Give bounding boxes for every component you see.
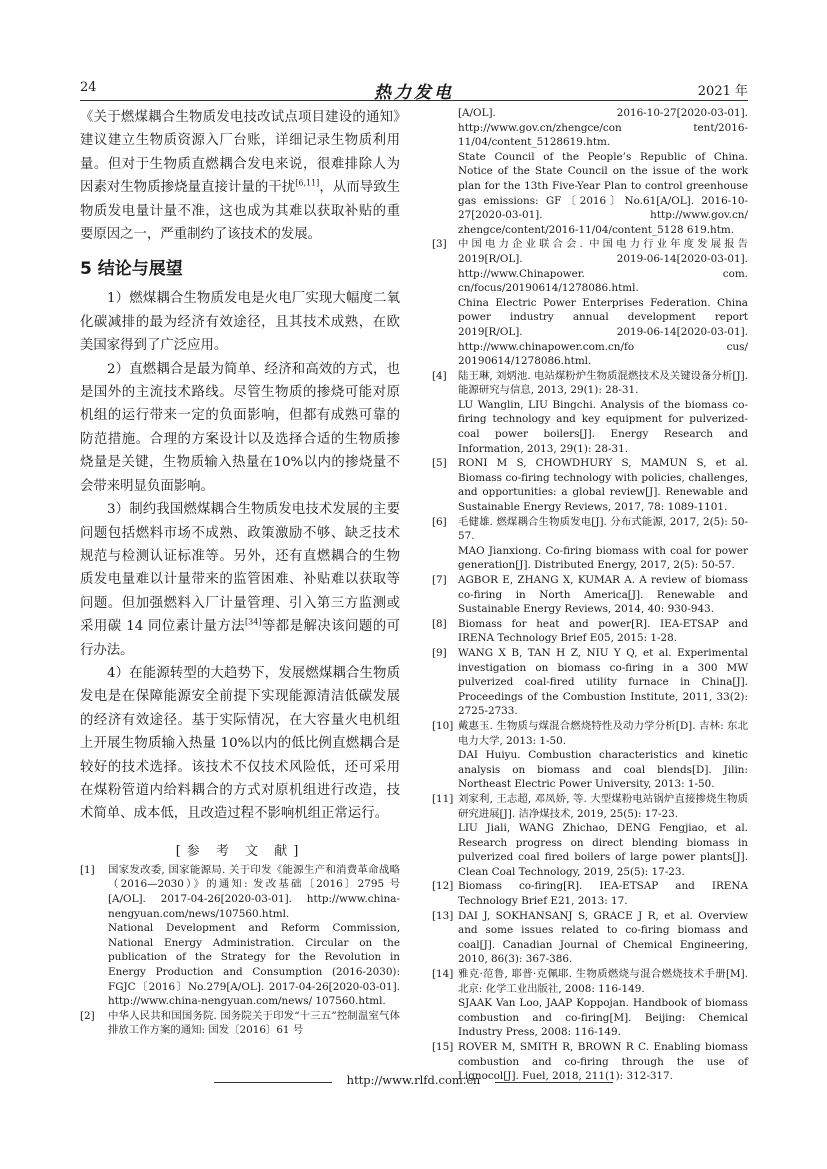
reference-entry <box>432 792 748 880</box>
reference-text: DAI J, SOKHANSANJ S, GRACE J R, et al. Overview and some issues related to co-firing biomass and coal[J]. Canadian Journal of Chemical Engineering, 2010, 86(3): 367-386. <box>458 909 748 966</box>
header-rule <box>80 100 748 101</box>
reference-entry <box>432 237 748 368</box>
reference-number: [4] <box>432 369 447 382</box>
reference-text: AGBOR E, ZHANG X, KUMAR A. A review of biomass co-firing in North America[J]. Renewable and Sustainable Energy Reviews, 2014, 40: 930-943. <box>458 574 748 616</box>
reference-number: [6] <box>432 515 447 528</box>
reference-text: 刘家利, 王志超, 邓凤娇, 等. 大型煤粉电站锅炉直接掺烧生物质研究进展[J]. 洁净煤技术, 2019, 25(5): 17-23. <box>458 792 748 820</box>
section-title: 5 结论与展望 <box>80 259 183 280</box>
reference-number: [5] <box>432 457 447 470</box>
paragraph: 1）燃煤耦合生物质发电是火电厂实现大幅度二氧化碳减排的最为经济有效途径，且其技术成熟，在欧美国家得到了广泛应用。 <box>80 291 400 354</box>
reference-text: 雅克·范鲁, 耶普·克佩耶. 生物质燃烧与混合燃烧技术手册[M]. 北京: 化学工业出版社, 2008: 116-149. <box>458 968 748 995</box>
reference-entry <box>432 369 748 457</box>
reference-text: National Development and Reform Commission, National Energy Administration. Circular on the publication of the Strategy for the Revolution in Energy Production and Consumption (2016-2030): FGJC〔2016〕No.279[A/OL]. 2017-04-26[2020-03-01]. http://www.china-nengyuan.com/news/ 107560.html. <box>108 922 400 1008</box>
journal-title: 热力发电 <box>374 83 454 103</box>
reference-text: [A/OL]. 2016-10-27[2020-03-01]. http://www.gov.cn/zhengce/con tent/2016-11/04/content_5128619.htm. <box>458 107 748 149</box>
reference-entry <box>432 573 748 617</box>
reference-number: [7] <box>432 574 447 586</box>
footer-rule <box>495 1082 613 1083</box>
paragraph: 3）制约我国燃煤耦合生物质发电技术发展的主要问题包括燃料市场不成熟、政策激励不够、缺乏技术规范与检测认证标准等。另外，还有直燃耦合的生物质发电量难以计量带来的监管困难、补贴难以获取等问题。但加强燃料入厂计量管理、引入第三方监测或采用碳 14 同位素计量方法[34]等都是解决该问题的可行办法。 <box>80 502 400 658</box>
reference-entry <box>432 106 748 237</box>
reference-number: [10] <box>432 719 454 732</box>
page-footer <box>0 1070 827 1090</box>
reference-entry <box>80 1009 400 1038</box>
reference-text: WANG X B, TAN H Z, NIU Y Q, et al. Experimental investigation on biomass co-firing in a 300 MW pulverized coal-fired utility furnace in China[J]. Proceedings of the Combustion Institute, 2011, 33(2): 2725-2733. <box>458 646 748 718</box>
reference-list <box>432 106 748 1084</box>
page-number: 24 <box>80 80 97 95</box>
reference-number: [14] <box>432 968 454 981</box>
reference-number: [13] <box>432 909 454 922</box>
reference-number: [8] <box>432 617 447 630</box>
reference-entry <box>432 646 748 719</box>
reference-text: 戴惠玉. 生物质与煤混合燃烧特性及动力学分析[D]. 吉林: 东北电力大学, 2013: 1-50. <box>458 719 748 747</box>
reference-number: [1] <box>80 863 95 876</box>
reference-text: LIU Jiali, WANG Zhichao, DENG Fengjiao, et al. Research progress on direct blending biomass in pulverized coal fired boilers of large power plants[J]. Clean Coal Technology, 2019, 25(5): 17-23. <box>458 822 748 878</box>
reference-text: 中国电力企业联合会. 中国电力行业年度发展报告 2019[R/OL]. 2019-06-14[2020-03-01]. http://www.Chinapower. com. cn/focus/20190614/1278086.html. <box>458 238 748 295</box>
paragraph: 2）直燃耦合是最为简单、经济和高效的方式，也是国外的主流技术路线。尽管生物质的掺烧可能对原机组的运行带来一定的负面影响，但都有成熟可靠的防范措施。合理的方案设计以及选择合适的生物质掺烧量是关键，生物质输入热量在10%以内的掺烧量不会带来明显负面影响。 <box>80 361 400 494</box>
reference-number: [2] <box>80 1009 95 1022</box>
issue-year: 2021 年 <box>697 84 748 99</box>
paragraph: 4）在能源转型的大趋势下，发展燃煤耦合生物质发电是在保障能源安全前提下实现能源清洁低碳发展的经济有效途径。基于实际情况，在大容量火电机组上开展生物质输入热量 10%以内的低比例直燃耦合是较好的技术选择。该技术不仅技术风险低，还可采用在煤粉管道内给料耦合的方式对原机组进行改造，技术简单、成本低，且改造过程不影响机组正常运行。 <box>80 665 400 822</box>
reference-number: [9] <box>432 646 447 659</box>
reference-text: DAI Huiyu. Combustion characteristics and kinetic analysis on biomass and coal blends[D]. Jilin: Northeast Electric Power University, 2013: 1-50. <box>458 749 748 791</box>
reference-text: ROVER M, SMITH R, BROWN R C. Enabling biomass combustion and co-firing through the use of Lignocol[J]. Fuel, 2018, 211(1): 312-317. <box>458 1041 748 1083</box>
reference-number: [3] <box>432 238 447 251</box>
citation[interactable]: [6,11] <box>295 178 320 188</box>
reference-entry <box>432 879 748 908</box>
reference-text: RONI M S, CHOWDHURY S, MAMUN S, et al. Biomass co-firing technology with policies, challenges, and opportunities: a global review[J]. Renewable and Sustainable Energy Reviews, 2017, 78: 1089-1101. <box>458 457 748 514</box>
reference-text: Biomass co-firing[R]. IEA-ETSAP and IRENA Technology Brief E21, 2013: 17. <box>458 880 748 908</box>
reference-entry <box>432 967 748 1040</box>
reference-number: [15] <box>432 1041 454 1053</box>
reference-text: MAO Jianxiong. Co-firing biomass with coal for power generation[J]. Distributed Energy, 2017, 2(5): 50-57. <box>458 544 748 572</box>
reference-entry <box>432 617 748 646</box>
reference-text: SJAAK Van Loo, JAAP Koppojan. Handbook of biomass combustion and co-firing[M]. Beijing: Chemical Industry Press, 2008: 116-149. <box>458 997 748 1039</box>
footer-url[interactable]: http://www.rlfd.com.cn <box>346 1073 481 1087</box>
reference-entry <box>80 863 400 1009</box>
reference-text: 陆王琳, 刘炳池. 电站煤粉炉生物质混燃技术及关键设备分析[J]. 能源研究与信息, 2013, 29(1): 28-31. <box>458 369 748 397</box>
paragraph: 《关于燃煤耦合生物质发电技改试点项目建设的通知》建议建立生物质资源入厂台账，详细记录生物质利用量。但对于生物质直燃耦合发电来说，很难排除人为因素对生物质掺烧量直接计量的干扰[6,11]，从而导致生物质发电量计量不准，这也成为其难以获取补贴的重要原因之一，严重制约了该技术的发展。 <box>80 110 401 243</box>
reference-text: 中华人民共和国国务院. 国务院关于印发“十三五”控制温室气体排放工作方案的通知: 国发〔2016〕61 号 <box>108 1009 400 1037</box>
citation[interactable]: [34] <box>245 617 262 627</box>
reference-list <box>80 863 400 1038</box>
reference-text: 国家发改委, 国家能源局. 关于印发《能源生产和消费革命战略（2016—2030）》的通知: 发改基础〔2016〕2795 号 [A/OL]. 2017-04-26[2020-03-01]. http://www.china-nengyuan.com/news/107560.html. <box>108 863 400 920</box>
reference-text: LU Wanglin, LIU Bingchi. Analysis of the biomass co-firing technology and key equipment for pulverized-coal power boilers[J]. Energy Research and Information, 2013, 29(1): 28-31. <box>458 398 748 455</box>
reference-entry <box>432 456 748 514</box>
reference-entry <box>432 515 748 573</box>
reference-number: [12] <box>432 880 454 893</box>
reference-text: China Electric Power Enterprises Federation. China power industry annual development report 2019[R/OL]. 2019-06-14[2020-03-01]. http://www.chinapower.com.cn/fo cus/ 20190614/1278086.html. <box>458 296 748 368</box>
left-column <box>80 106 400 1064</box>
references-heading: [参 考 文 献] <box>175 843 305 859</box>
footer-rule <box>214 1082 332 1083</box>
reference-text: State Council of the People’s Republic of China. Notice of the State Council on the issue of the work plan for the 13th Five-Year Plan to control greenhouse gas emissions: GF〔2016〕No.61[A/OL]. 2016-10-27[2020-03-01]. http://www.gov.cn/ zhengce/content/2016-11/04/content_5128 619.htm. <box>458 150 748 236</box>
reference-number: [11] <box>432 792 454 805</box>
reference-entry <box>432 719 748 792</box>
reference-text: Biomass for heat and power[R]. IEA-ETSAP and IRENA Technology Brief E05, 2015: 1-28. <box>458 617 748 645</box>
reference-entry <box>432 909 748 967</box>
page-header <box>80 78 748 103</box>
right-column <box>432 106 748 1083</box>
reference-text: 毛健雄. 燃煤耦合生物质发电[J]. 分布式能源, 2017, 2(5): 50-57. <box>458 515 748 543</box>
